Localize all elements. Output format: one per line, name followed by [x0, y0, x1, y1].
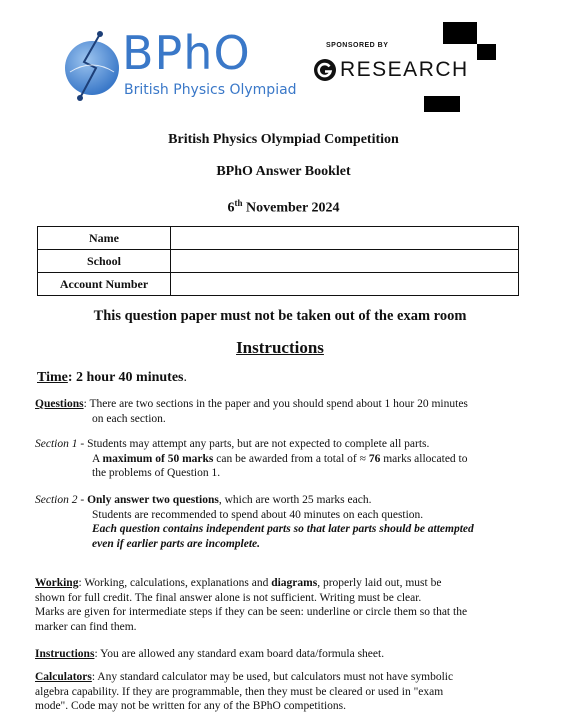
name-label: Name [38, 227, 171, 250]
candidate-info-table [37, 226, 519, 296]
account-number-field[interactable] [171, 273, 519, 296]
account-number-label: Account Number [38, 273, 171, 296]
bpho-logo-subtitle: British Physics Olympiad [124, 82, 297, 98]
table-row [38, 273, 519, 296]
section-2-paragraph: Section 2 - Only answer two questions, which are worth 25 marks each. Students are recommended to spend about 40 minutes on each question. Each question contains independent parts so that later parts should be attempted even if earlier parts are incomplete. [35, 494, 474, 550]
redaction-block [424, 96, 460, 112]
section-1-paragraph: Section 1 - Students may attempt any parts, but are not expected to complete all parts. A maximum of 50 marks can be awarded from a total of ≈ 76 marks allocated to the problems of Question 1. [35, 438, 468, 479]
data-sheet-paragraph: Instructions: You are allowed any standard exam board data/formula sheet. [35, 648, 385, 660]
bpho-logo-text: BPhO [122, 26, 251, 80]
table-row [38, 250, 519, 273]
time-line: Time: 2 hour 40 minutes. [37, 370, 188, 385]
working-paragraph: Working: Working, calculations, explanations and diagrams, properly laid out, must be shown for full credit. The final answer alone is not sufficient. Writing must be clear. Marks are given for intermediate steps if they can be seen: underline or circle them so that the marker can find them. [35, 577, 468, 633]
sponsored-by-label: SPONSORED BY [326, 42, 389, 49]
redaction-block [443, 22, 477, 44]
questions-paragraph: Questions: There are two sections in the paper and you should spend about 1 hour 20 minutes on each section. [35, 398, 468, 425]
redaction-block [477, 44, 496, 60]
calculators-paragraph: Calculators: Any standard calculator may be used, but calculators must not have symbolic algebra capability. If they are programmable, then they must be cleared or used in "exam mode". Code may not be written for any of the BPhO competitions. [35, 671, 454, 712]
instructions-heading: Instructions [236, 338, 324, 357]
booklet-title: BPhO Answer Booklet [216, 164, 351, 179]
table-row [38, 227, 519, 250]
exam-date: 6th November 2024 [227, 198, 340, 216]
school-label: School [38, 250, 171, 273]
exam-room-warning: This question paper must not be taken out of the exam room [93, 308, 467, 324]
school-field[interactable] [171, 250, 519, 273]
competition-title: British Physics Olympiad Competition [168, 132, 399, 147]
name-field[interactable] [171, 227, 519, 250]
g-circle-icon [313, 58, 337, 82]
sponsor-name: RESEARCH [340, 58, 469, 81]
